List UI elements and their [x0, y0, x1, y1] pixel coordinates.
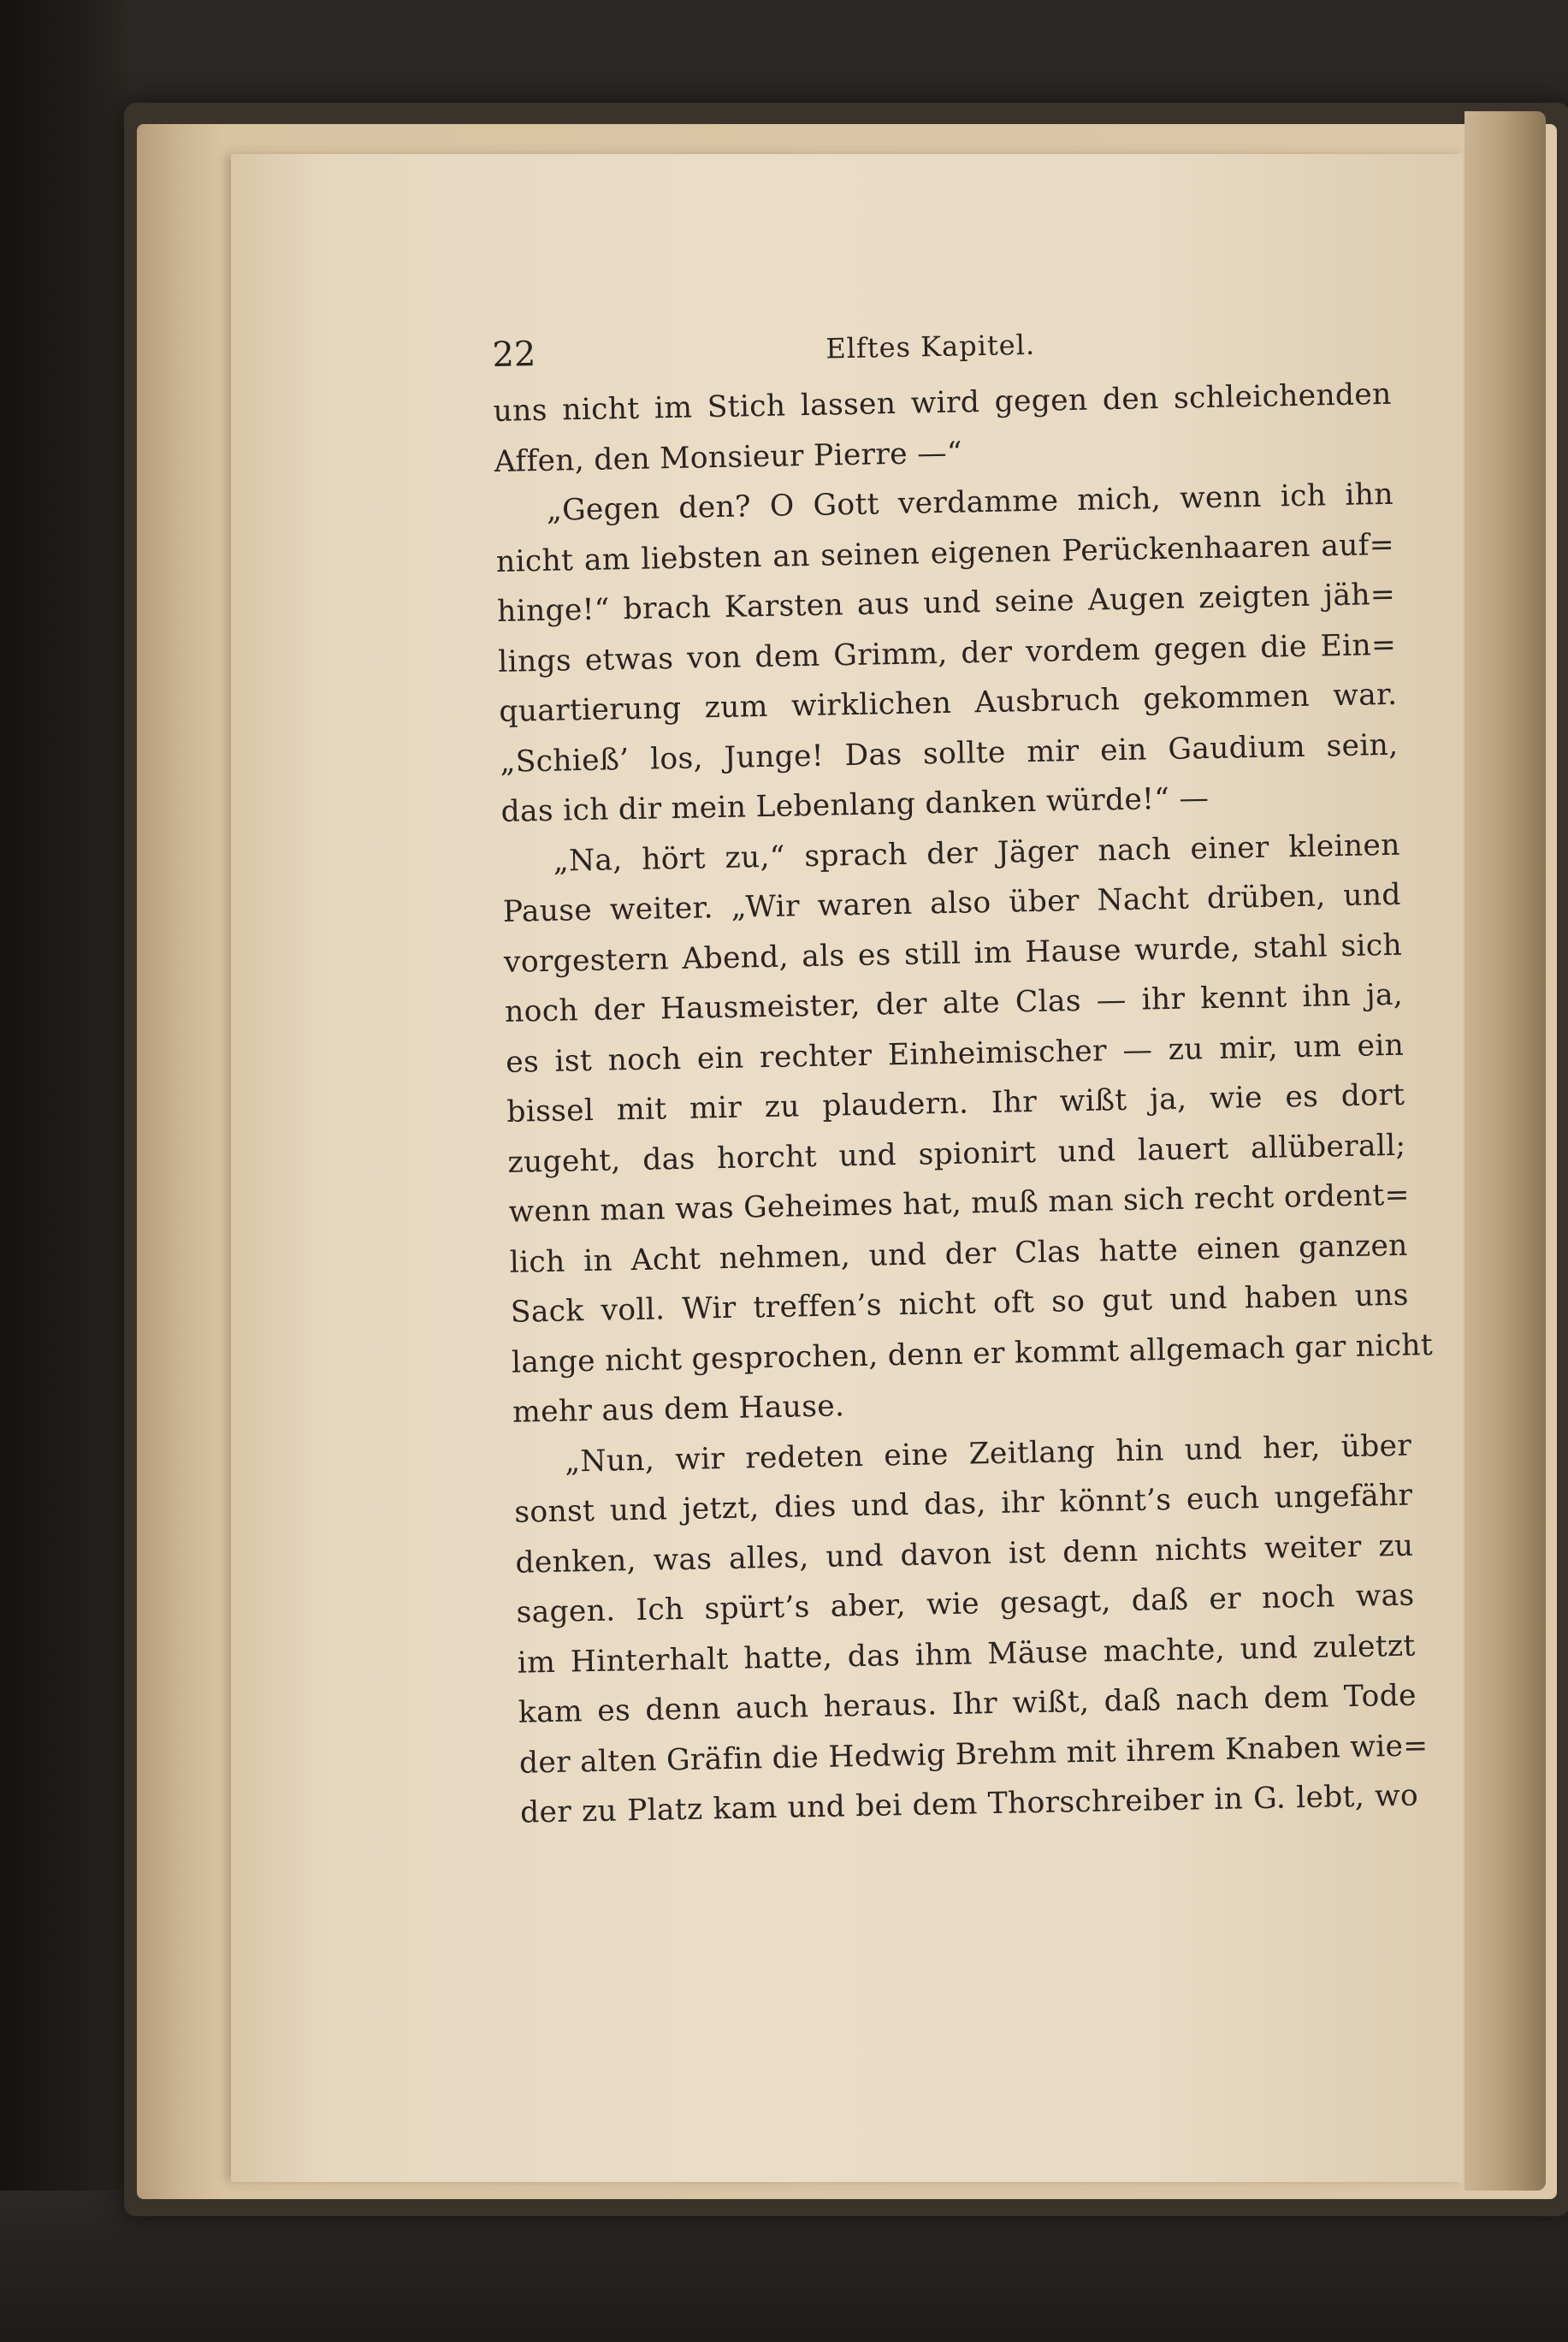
text-line: es ist noch ein rechter Einheimischer — zu mir, um ein — [505, 1028, 1405, 1080]
text-line: denken, was alles, und davon ist denn nichts weiter zu — [515, 1528, 1414, 1580]
text-body — [493, 370, 1434, 1838]
text-line: Sack voll. Wir treffen’s nicht oft so gut und haben uns — [510, 1278, 1410, 1330]
text-line: sonst und jetzt, dies und das, ihr könnt’s euch ungefähr — [514, 1478, 1413, 1530]
text-line: kam es denn auch heraus. Ihr wißt, daß nach dem Tode — [518, 1678, 1417, 1730]
text-line: „Schieß’ los, Junge! Das sollte mir ein Gaudium sein, — [500, 727, 1399, 780]
text-line: nicht am liebsten an seinen eigenen Perückenhaaren auf= — [495, 527, 1395, 579]
text-line: uns nicht im Stich lassen wird gegen den schleichenden — [493, 376, 1392, 429]
text-line: im Hinterhalt hatte, das ihm Mäuse machte, und zuletzt — [517, 1628, 1416, 1681]
text-line: hinge!“ brach Karsten aus und seine Augen zeigten jäh= — [496, 577, 1396, 629]
text-line: „Gegen den? O Gott verdamme mich, wenn ich ihn — [546, 477, 1394, 528]
text-line: der zu Platz kam und bei dem Thorschreiber in G. lebt, wo — [519, 1778, 1419, 1830]
text-line: wenn man was Geheimes hat, muß man sich recht ordent= — [508, 1177, 1411, 1230]
facing-page-edge — [1464, 111, 1546, 2191]
background-left — [0, 0, 128, 2342]
text-line: sagen. Ich spürt’s aber, wie gesagt, daß er noch was — [516, 1578, 1415, 1630]
page-content — [492, 318, 1434, 1838]
text-line: lings etwas von dem Grimm, der vordem gegen die Ein= — [497, 627, 1397, 679]
text-line: noch der Hausmeister, der alte Clas — ihr kennt ihn ja, — [504, 977, 1404, 1029]
text-line: quartierung zum wirklichen Ausbruch gekommen war. — [499, 677, 1398, 729]
text-line: vorgestern Abend, als es still im Hause wurde, stahl sich — [503, 928, 1403, 980]
text-line: „Nun, wir redeten eine Zeitlang hin und her, über — [564, 1428, 1412, 1479]
text-line: das ich dir mein Lebenlang danken würde!“ — — [500, 781, 1210, 829]
text-line: Affen, den Monsieur Pierre —“ — [494, 435, 963, 479]
text-line: Pause weiter. „Wir waren also über Nacht drüben, und — [502, 877, 1402, 929]
text-line: lange nicht gesprochen, denn er kommt allgemach gar nicht — [511, 1327, 1434, 1380]
running-head: Elftes Kapitel. — [825, 328, 1036, 365]
text-line: lich in Acht nehmen, und der Clas hatte einen ganzen — [509, 1228, 1408, 1280]
text-line: mehr aus dem Hause. — [512, 1389, 845, 1430]
text-line: „Na, hört zu,“ sprach der Jäger nach einer kleinen — [553, 827, 1401, 879]
page-number: 22 — [492, 335, 536, 375]
text-line: der alten Gräfin die Hedwig Brehm mit ihrem Knaben wie= — [518, 1728, 1429, 1781]
text-line: zugeht, das horcht und spionirt und lauert allüberall; — [507, 1128, 1406, 1180]
text-line: bissel mit mir zu plaudern. Ihr wißt ja, wie es dort — [506, 1077, 1405, 1129]
